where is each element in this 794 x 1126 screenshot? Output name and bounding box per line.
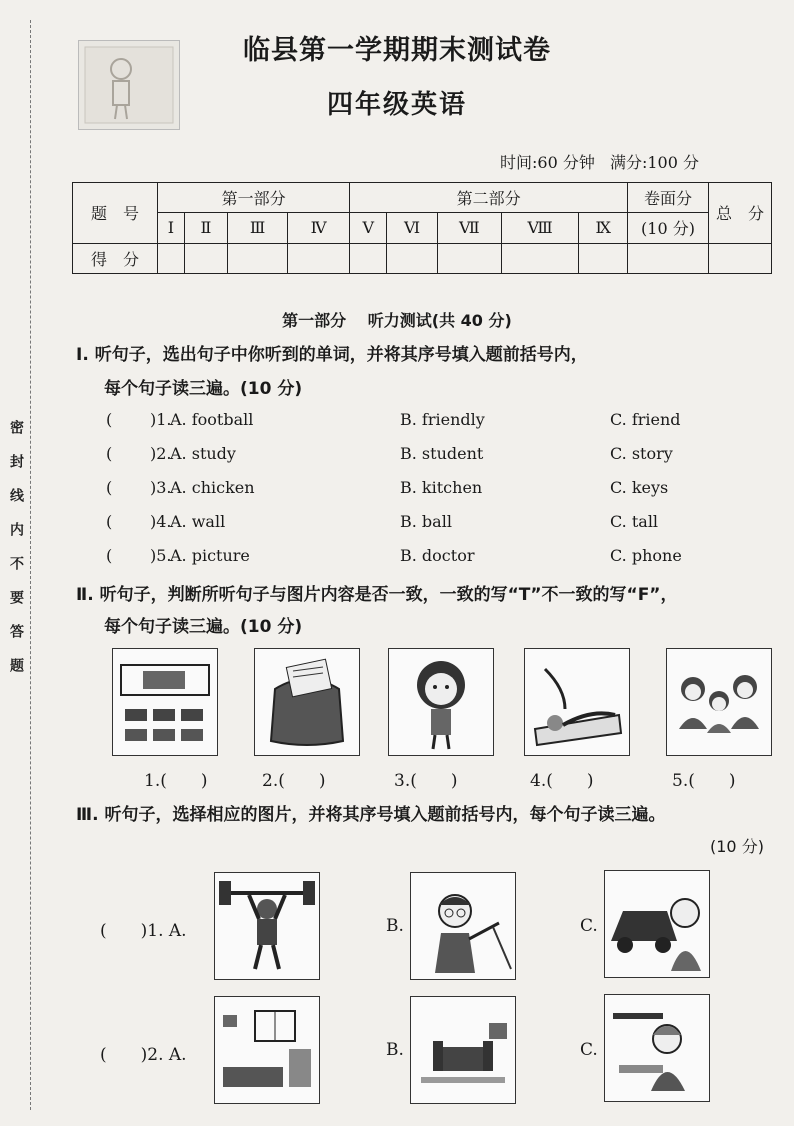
q2-answer-2[interactable]: 2.( ) (262, 771, 326, 791)
option-c: C. tall (610, 512, 659, 531)
q3-row2-option-c: C. (580, 1040, 598, 1060)
q3-row2-bracket[interactable]: ( )2. A. (100, 1045, 187, 1065)
time-info (500, 150, 709, 173)
option-a: A. picture (170, 546, 250, 565)
roman-8: Ⅷ (501, 213, 578, 243)
score-cell[interactable] (387, 243, 438, 273)
score-label: 得 分 (73, 243, 158, 273)
binding-line (30, 20, 31, 1110)
section-name: 听力测试(共 40 分) (367, 311, 512, 330)
score-cell[interactable] (709, 243, 772, 273)
item-number: )3. (150, 478, 172, 497)
neatness-header: 卷面分 (628, 183, 709, 213)
schoolbag-picture (254, 648, 360, 756)
q3-instruction: Ⅲ. 听句子，选择相应的图片，并将其序号填入题前括号内，每个句子读三遍。 (76, 805, 666, 825)
exam-full-score: 满分:100 分 (609, 153, 699, 172)
roman-2: Ⅱ (184, 213, 227, 243)
q1-instruction-line2: 每个句子读三遍。(10 分) (104, 379, 303, 399)
item-label: 题 号 (73, 183, 158, 244)
q2-instruction-line1: Ⅱ. 听句子，判断所听句子与图片内容是否一致，一致的写“T”不一致的写“F”， (76, 585, 678, 605)
roman-4: Ⅳ (288, 213, 350, 243)
item-number: )4. (150, 512, 172, 531)
option-c: C. phone (610, 546, 682, 565)
q1-item (96, 410, 736, 440)
binding-margin-text: 密封线内不要答题 (8, 420, 24, 692)
q3-points: (10 分) (710, 837, 764, 856)
section-heading (0, 308, 794, 331)
option-b: B. ball (400, 512, 452, 531)
neatness-points: (10 分) (628, 213, 709, 243)
score-table (72, 182, 772, 274)
q3-row1-option-c: C. (580, 916, 598, 936)
q3-row1-bracket[interactable]: ( )1. A. (100, 921, 187, 941)
q3-row2-option-b: B. (386, 1040, 404, 1060)
roman-3: Ⅲ (228, 213, 288, 243)
option-a: A. football (170, 410, 254, 429)
q1-item (96, 512, 736, 542)
roman-6: Ⅵ (387, 213, 438, 243)
option-b: B. friendly (400, 410, 485, 429)
score-cell[interactable] (158, 243, 185, 273)
option-c: C. story (610, 444, 673, 463)
option-c: C. friend (610, 410, 681, 429)
option-a: A. study (170, 444, 236, 463)
score-cell[interactable] (350, 243, 387, 273)
score-cell[interactable] (437, 243, 501, 273)
sleeping-picture (524, 648, 630, 756)
option-a: A. chicken (170, 478, 255, 497)
score-cell[interactable] (579, 243, 628, 273)
score-cell[interactable] (288, 243, 350, 273)
answer-bracket[interactable]: ( (106, 410, 113, 429)
bedroom-picture (214, 996, 320, 1104)
score-cell[interactable] (184, 243, 227, 273)
option-a: A. wall (170, 512, 226, 531)
part1-header: 第一部分 (158, 183, 350, 213)
q2-answer-5[interactable]: 5.( ) (672, 771, 736, 791)
exam-time: 时间:60 分钟 (500, 153, 595, 172)
q2-answer-4[interactable]: 4.( ) (530, 771, 594, 791)
roman-1: Ⅰ (158, 213, 185, 243)
answer-bracket[interactable]: ( (106, 478, 113, 497)
q3-row1-option-b: B. (386, 916, 404, 936)
q2-answer-3[interactable]: 3.( ) (394, 771, 458, 791)
section-part: 第一部分 (282, 311, 347, 330)
classroom-picture (112, 648, 218, 756)
roman-9: Ⅸ (579, 213, 628, 243)
score-cell[interactable] (628, 243, 709, 273)
item-number: )5. (150, 546, 172, 565)
option-b: B. student (400, 444, 484, 463)
item-number: )2. (150, 444, 172, 463)
living-room-picture (410, 996, 516, 1104)
score-cell[interactable] (228, 243, 288, 273)
q2-answer-1[interactable]: 1.( ) (144, 771, 208, 791)
family-picture (666, 648, 772, 756)
driver-picture (604, 870, 710, 978)
q1-item (96, 478, 736, 508)
answer-bracket[interactable]: ( (106, 512, 113, 531)
score-cell[interactable] (501, 243, 578, 273)
q1-instruction-line1: Ⅰ. 听句子，选出句子中你听到的单词，并将其序号填入题前括号内， (76, 345, 588, 365)
roman-5: Ⅴ (350, 213, 387, 243)
answer-bracket[interactable]: ( (106, 444, 113, 463)
girl-picture (388, 648, 494, 756)
item-number: )1. (150, 410, 172, 429)
option-c: C. keys (610, 478, 669, 497)
weightlifter-picture (214, 872, 320, 980)
q1-item (96, 444, 736, 474)
exam-subtitle: 四年级英语 (326, 90, 467, 120)
total-header: 总 分 (709, 183, 772, 244)
q2-instruction-line2: 每个句子读三遍。(10 分) (104, 617, 303, 637)
roman-7: Ⅶ (437, 213, 501, 243)
part2-header: 第二部分 (350, 183, 628, 213)
exam-title: 临县第一学期期末测试卷 (243, 35, 551, 66)
option-b: B. doctor (400, 546, 475, 565)
teacher-picture (410, 872, 516, 980)
answer-bracket[interactable]: ( (106, 546, 113, 565)
option-b: B. kitchen (400, 478, 483, 497)
q1-item (96, 546, 736, 576)
kitchen-girl-picture (604, 994, 710, 1102)
